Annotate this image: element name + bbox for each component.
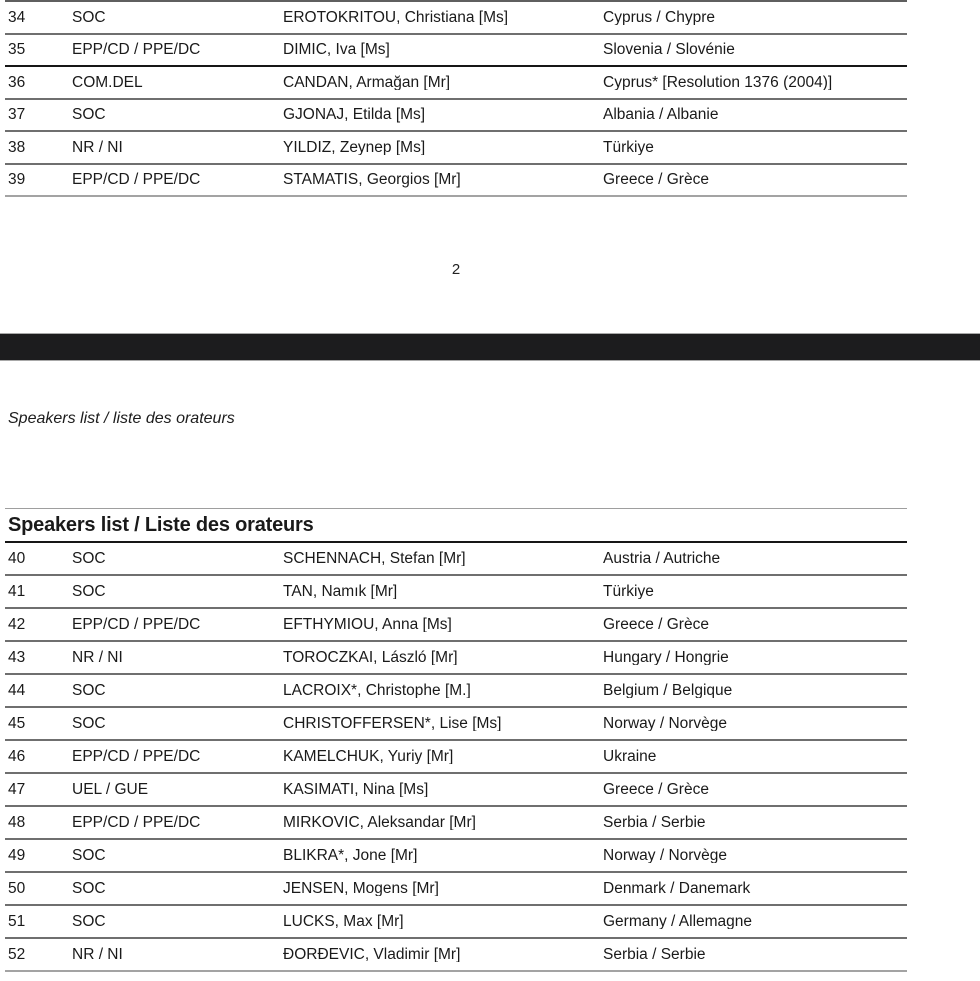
table-row xyxy=(5,774,907,807)
table-row xyxy=(5,100,907,133)
row-name-cell: YILDIZ, Zeynep [Ms] xyxy=(283,139,426,155)
row-name-cell: EFTHYMIOU, Anna [Ms] xyxy=(283,616,452,633)
row-group-cell: SOC xyxy=(72,913,106,930)
row-group-cell: UEL / GUE xyxy=(72,781,149,798)
row-group-cell: SOC xyxy=(72,9,106,25)
speakers-table-page3 xyxy=(5,508,907,972)
row-number-cell: 37 xyxy=(8,107,26,123)
row-name-cell: JENSEN, Mogens [Mr] xyxy=(283,880,439,897)
table-row xyxy=(5,67,907,100)
row-number-cell: 39 xyxy=(8,172,26,188)
row-name-cell: TOROCZKAI, László [Mr] xyxy=(283,649,458,666)
row-group-cell: SOC xyxy=(72,550,106,567)
row-number-cell: 45 xyxy=(8,715,26,732)
row-number-cell: 41 xyxy=(8,583,26,600)
row-name-cell: TAN, Namık [Mr] xyxy=(283,583,398,600)
table-row xyxy=(5,609,907,642)
table-row xyxy=(5,543,907,576)
row-group-cell: COM.DEL xyxy=(72,74,143,90)
row-country-cell: Cyprus* [Resolution 1376 (2004)] xyxy=(603,74,833,90)
page-separator-bar xyxy=(0,333,980,361)
row-country-cell: Greece / Grèce xyxy=(603,616,709,633)
row-group-cell: EPP/CD / PPE/DC xyxy=(72,42,201,58)
row-name-cell: MIRKOVIĆ, Aleksandar [Mr] xyxy=(283,814,476,831)
row-number-cell: 40 xyxy=(8,550,26,567)
row-group-cell: SOC xyxy=(72,715,106,732)
page-number: 2 xyxy=(451,261,461,278)
table-row xyxy=(5,675,907,708)
row-name-cell: SCHENNACH, Stefan [Mr] xyxy=(283,550,466,567)
section-title xyxy=(5,508,907,543)
speakers-table-page2 xyxy=(5,0,907,197)
row-number-cell: 47 xyxy=(8,781,26,798)
row-country-cell: Norway / Norvège xyxy=(603,847,728,864)
row-number-cell: 35 xyxy=(8,42,26,58)
row-country-cell: Germany / Allemagne xyxy=(603,913,753,930)
table-row xyxy=(5,807,907,840)
row-group-cell: EPP/CD / PPE/DC xyxy=(72,172,201,188)
row-name-cell: LUCKS, Max [Mr] xyxy=(283,913,404,930)
row-country-cell: Türkiye xyxy=(603,583,654,600)
table-row xyxy=(5,576,907,609)
row-country-cell: Serbia / Serbie xyxy=(603,946,706,963)
table-row xyxy=(5,873,907,906)
table-row xyxy=(5,840,907,873)
table-row xyxy=(5,939,907,972)
row-name-cell: EROTOKRITOU, Christiana [Ms] xyxy=(283,9,509,25)
row-group-cell: SOC xyxy=(72,682,106,699)
row-number-cell: 34 xyxy=(8,9,26,25)
row-country-cell: Austria / Autriche xyxy=(603,550,721,567)
row-group-cell: NR / NI xyxy=(72,946,123,963)
row-number-cell: 44 xyxy=(8,682,26,699)
row-name-cell: CANDAN, Armağan [Mr] xyxy=(283,74,451,90)
table-row xyxy=(5,906,907,939)
row-group-cell: NR / NI xyxy=(72,649,123,666)
table-row xyxy=(5,642,907,675)
table-row xyxy=(5,741,907,774)
row-country-cell: Serbia / Serbie xyxy=(603,814,706,831)
row-group-cell: EPP/CD / PPE/DC xyxy=(72,814,201,831)
row-name-cell: ĐORĐEVIĆ, Vladimir [Mr] xyxy=(283,946,461,963)
row-name-cell: LACROIX*, Christophe [M.] xyxy=(283,682,471,699)
row-name-cell: CHRISTOFFERSEN*, Lise [Ms] xyxy=(283,715,502,732)
table-row xyxy=(5,35,907,68)
row-group-cell: NR / NI xyxy=(72,139,123,155)
row-number-cell: 43 xyxy=(8,649,26,666)
row-country-cell: Slovenia / Slovénie xyxy=(603,42,735,58)
row-name-cell: KAMELCHUK, Yuriy [Mr] xyxy=(283,748,454,765)
row-number-cell: 48 xyxy=(8,814,26,831)
table-row xyxy=(5,165,907,198)
row-group-cell: SOC xyxy=(72,583,106,600)
section-title-label: Speakers list / Liste des orateurs xyxy=(8,513,314,536)
row-name-cell: STAMATIS, Georgios [Mr] xyxy=(283,172,461,188)
row-country-cell: Türkiye xyxy=(603,139,654,155)
doc-subtitle: Speakers list / liste des orateurs xyxy=(8,410,235,427)
row-group-cell: SOC xyxy=(72,107,106,123)
row-group-cell: SOC xyxy=(72,880,106,897)
row-group-cell: SOC xyxy=(72,847,106,864)
row-country-cell: Greece / Grèce xyxy=(603,172,709,188)
table-row xyxy=(5,2,907,35)
row-number-cell: 38 xyxy=(8,139,26,155)
row-country-cell: Norway / Norvège xyxy=(603,715,728,732)
row-number-cell: 50 xyxy=(8,880,26,897)
row-group-cell: EPP/CD / PPE/DC xyxy=(72,748,201,765)
row-name-cell: KASIMATI, Nina [Ms] xyxy=(283,781,429,798)
row-name-cell: GJONAJ, Etilda [Ms] xyxy=(283,107,426,123)
row-country-cell: Hungary / Hongrie xyxy=(603,649,729,666)
row-number-cell: 52 xyxy=(8,946,26,963)
row-country-cell: Denmark / Danemark xyxy=(603,880,751,897)
row-country-cell: Cyprus / Chypre xyxy=(603,9,715,25)
table-row xyxy=(5,132,907,165)
row-country-cell: Ukraine xyxy=(603,748,657,765)
row-name-cell: BLIKRA*, Jone [Mr] xyxy=(283,847,418,864)
row-group-cell: EPP/CD / PPE/DC xyxy=(72,616,201,633)
row-number-cell: 42 xyxy=(8,616,26,633)
row-country-cell: Albania / Albanie xyxy=(603,107,719,123)
row-name-cell: DIMIC, Iva [Ms] xyxy=(283,42,390,58)
row-number-cell: 49 xyxy=(8,847,26,864)
row-number-cell: 46 xyxy=(8,748,26,765)
row-number-cell: 51 xyxy=(8,913,26,930)
table-row xyxy=(5,708,907,741)
row-number-cell: 36 xyxy=(8,74,26,90)
row-country-cell: Greece / Grèce xyxy=(603,781,709,798)
row-country-cell: Belgium / Belgique xyxy=(603,682,733,699)
